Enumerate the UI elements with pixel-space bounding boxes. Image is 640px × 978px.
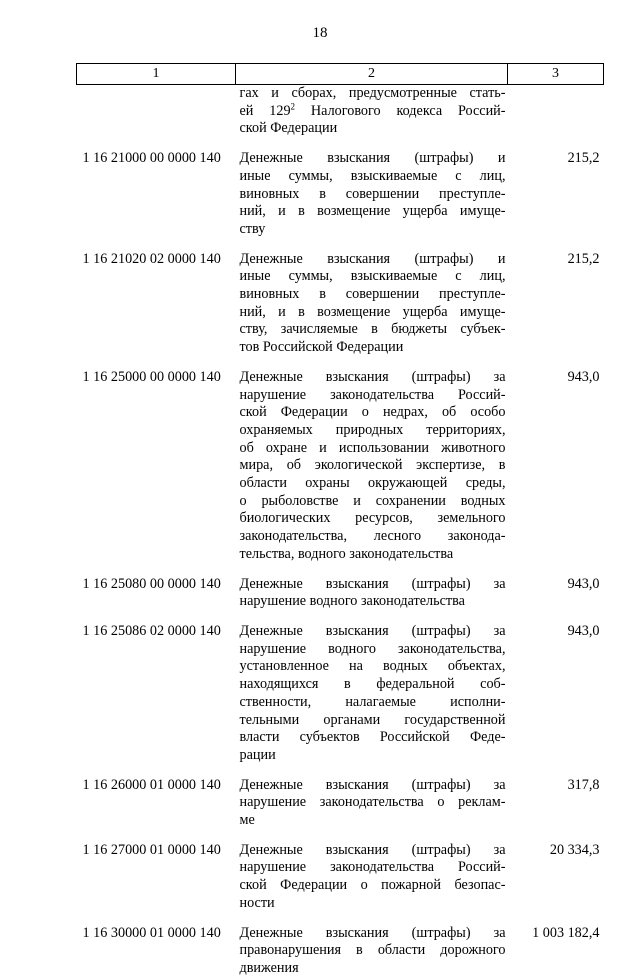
table-row	[77, 830, 604, 913]
description-text: Денежные взыскания (штрафы) за	[239, 841, 506, 858]
description-text: правонарушения в области дорожного	[239, 942, 506, 959]
description-text: Денежные взыскания (штрафы) за	[239, 575, 506, 592]
description-line	[240, 641, 506, 659]
description-line	[240, 120, 506, 138]
description-line	[240, 777, 506, 795]
page-number: 18	[312, 25, 328, 41]
description-line	[240, 457, 506, 475]
description-text: об охране и использовании животного	[239, 439, 506, 456]
description-line	[239, 100, 506, 121]
table-row	[77, 564, 604, 611]
description-text: иные суммы, взыскиваемые с лиц,	[239, 268, 506, 285]
description-text: находящихся в федеральной соб-	[239, 676, 506, 693]
description-text: нарушение законодательства о реклам-	[239, 794, 506, 811]
description-text: виновных в совершении преступле-	[239, 286, 506, 303]
description-text: власти субъектов Российской Феде-	[239, 729, 506, 746]
description-line	[240, 676, 506, 694]
continuation-amount-cell	[508, 85, 604, 139]
column-header-code: 1	[77, 64, 236, 85]
article-superscript: 2	[290, 100, 296, 111]
revenue-description	[236, 357, 508, 564]
description-text: мира, об экологической экспертизе, в	[239, 457, 506, 474]
description-line	[240, 168, 506, 186]
description-line	[240, 812, 506, 830]
header-row	[77, 64, 604, 85]
description-line	[240, 493, 506, 511]
description-line	[240, 747, 506, 765]
description-text: ству, зачисляемые в бюджеты субъек-	[239, 321, 506, 338]
description-line	[240, 203, 506, 221]
description-text: виновных в совершении преступле-	[239, 185, 506, 202]
description-text: области охраны окружающей среды,	[239, 475, 506, 492]
revenue-code: 1 16 25000 00 0000 140	[82, 368, 221, 385]
revenue-amount: 943,0	[567, 575, 600, 592]
revenue-description	[236, 765, 508, 830]
description-line	[240, 440, 506, 458]
revenue-description	[236, 239, 508, 357]
description-line	[240, 475, 506, 493]
table-row	[77, 765, 604, 830]
description-text: тов Российской Федерации	[239, 339, 404, 356]
description-line	[240, 859, 506, 877]
description-text: нарушение водного законодательства,	[239, 640, 506, 657]
description-text: Денежные взыскания (штрафы) за	[239, 924, 506, 941]
description-text: нарушение законодательства Россий-	[239, 859, 506, 876]
revenue-description	[236, 138, 508, 239]
description-text: биологических ресурсов, земельного	[239, 510, 506, 527]
description-line	[240, 842, 506, 860]
revenue-code: 1 16 25086 02 0000 140	[82, 622, 221, 639]
table-row	[77, 913, 604, 978]
table-row	[77, 138, 604, 239]
description-text: ности	[239, 894, 275, 911]
description-text: ме	[239, 812, 255, 829]
description-text: Денежные взыскания (штрафы) и	[239, 250, 506, 267]
description-text: нарушение законодательства Россий-	[239, 386, 506, 403]
description-line	[240, 251, 506, 269]
description-line	[240, 694, 506, 712]
description-text: Денежные взыскания (штрафы) за	[239, 368, 506, 385]
description-line	[240, 510, 506, 528]
description-line	[240, 960, 506, 978]
description-text: тельными органами государственной	[239, 711, 506, 728]
description-text: ской Федерации о недрах, об особо	[239, 404, 506, 421]
description-text: Денежные взыскания (штрафы) за	[239, 622, 506, 639]
description-line	[240, 404, 506, 422]
description-text: ству	[239, 220, 266, 237]
description-text: законодательства, лесного законода-	[239, 528, 506, 545]
description-line	[240, 576, 506, 594]
column-header-name: 2	[236, 64, 508, 85]
revenue-code: 1 16 30000 01 0000 140	[82, 924, 221, 941]
description-text: движения	[239, 959, 299, 976]
description-line	[240, 729, 506, 747]
description-line	[240, 221, 506, 239]
description-text: ственности, налагаемые исполни-	[239, 693, 506, 710]
revenue-description	[236, 564, 508, 611]
revenue-description	[236, 913, 508, 978]
continuation-name-cell	[236, 85, 508, 139]
revenue-amount: 20 334,3	[549, 841, 600, 858]
description-text: ской Федерации о пожарной безопас-	[239, 877, 506, 894]
description-line	[240, 150, 506, 168]
description-line	[240, 712, 506, 730]
description-text: ний, и в возмещение ущерба имуще-	[239, 203, 506, 220]
description-line	[240, 387, 506, 405]
description-line	[240, 286, 506, 304]
revenue-amount: 943,0	[567, 368, 600, 385]
description-line	[240, 658, 506, 676]
description-line	[240, 794, 506, 812]
table-row	[77, 357, 604, 564]
table-body	[77, 85, 604, 978]
description-line	[240, 623, 506, 641]
continuation-code-cell	[77, 85, 236, 139]
description-text: установленное на водных объектах,	[239, 658, 506, 675]
description-text: тельства, водного законодательства	[239, 545, 454, 562]
description-line	[240, 186, 506, 204]
description-line	[240, 85, 506, 103]
description-text: иные суммы, взыскиваемые с лиц,	[239, 167, 506, 184]
description-text: рации	[239, 746, 276, 763]
description-line	[240, 321, 506, 339]
revenue-description	[236, 611, 508, 765]
revenue-code: 1 16 21020 02 0000 140	[82, 250, 221, 267]
description-text: охраняемых природных территориях,	[239, 421, 506, 438]
revenue-code: 1 16 27000 01 0000 140	[82, 841, 221, 858]
description-text: гах и сборах, предусмотренные стать-	[239, 85, 506, 101]
description-line	[240, 268, 506, 286]
revenue-amount: 317,8	[567, 776, 600, 793]
column-header-amount: 3	[508, 64, 604, 85]
revenue-amount: 215,2	[567, 150, 600, 167]
description-line	[240, 528, 506, 546]
description-text: Налогового кодекса Россий-	[295, 102, 506, 119]
description-line	[240, 304, 506, 322]
revenue-amount: 215,2	[567, 250, 600, 267]
description-text: ний, и в возмещение ущерба имуще-	[239, 303, 506, 320]
description-line	[240, 339, 506, 357]
revenue-amount: 1 003 182,4	[532, 924, 600, 941]
description-text: нарушение водного законодательства	[239, 593, 465, 610]
description-line	[240, 942, 506, 960]
budget-revenue-table	[76, 63, 604, 978]
description-line	[240, 593, 506, 611]
description-line	[240, 877, 506, 895]
description-line	[240, 925, 506, 943]
revenue-description	[236, 830, 508, 913]
continuation-row	[77, 85, 604, 139]
revenue-amount: 943,0	[567, 622, 600, 639]
description-text: ской Федерации	[239, 120, 338, 137]
description-line	[240, 895, 506, 913]
description-text: о рыболовстве и сохранении водных	[239, 492, 506, 509]
table-row	[77, 611, 604, 765]
description-line	[240, 546, 506, 564]
description-line	[240, 422, 506, 440]
revenue-code: 1 16 26000 01 0000 140	[82, 776, 221, 793]
revenue-code: 1 16 25080 00 0000 140	[82, 575, 221, 592]
description-line	[240, 369, 506, 387]
description-text: Денежные взыскания (штрафы) и	[239, 150, 506, 167]
description-text: ей 129	[239, 102, 291, 119]
table-row	[77, 239, 604, 357]
description-text: Денежные взыскания (штрафы) за	[239, 776, 506, 793]
revenue-code: 1 16 21000 00 0000 140	[82, 150, 221, 167]
